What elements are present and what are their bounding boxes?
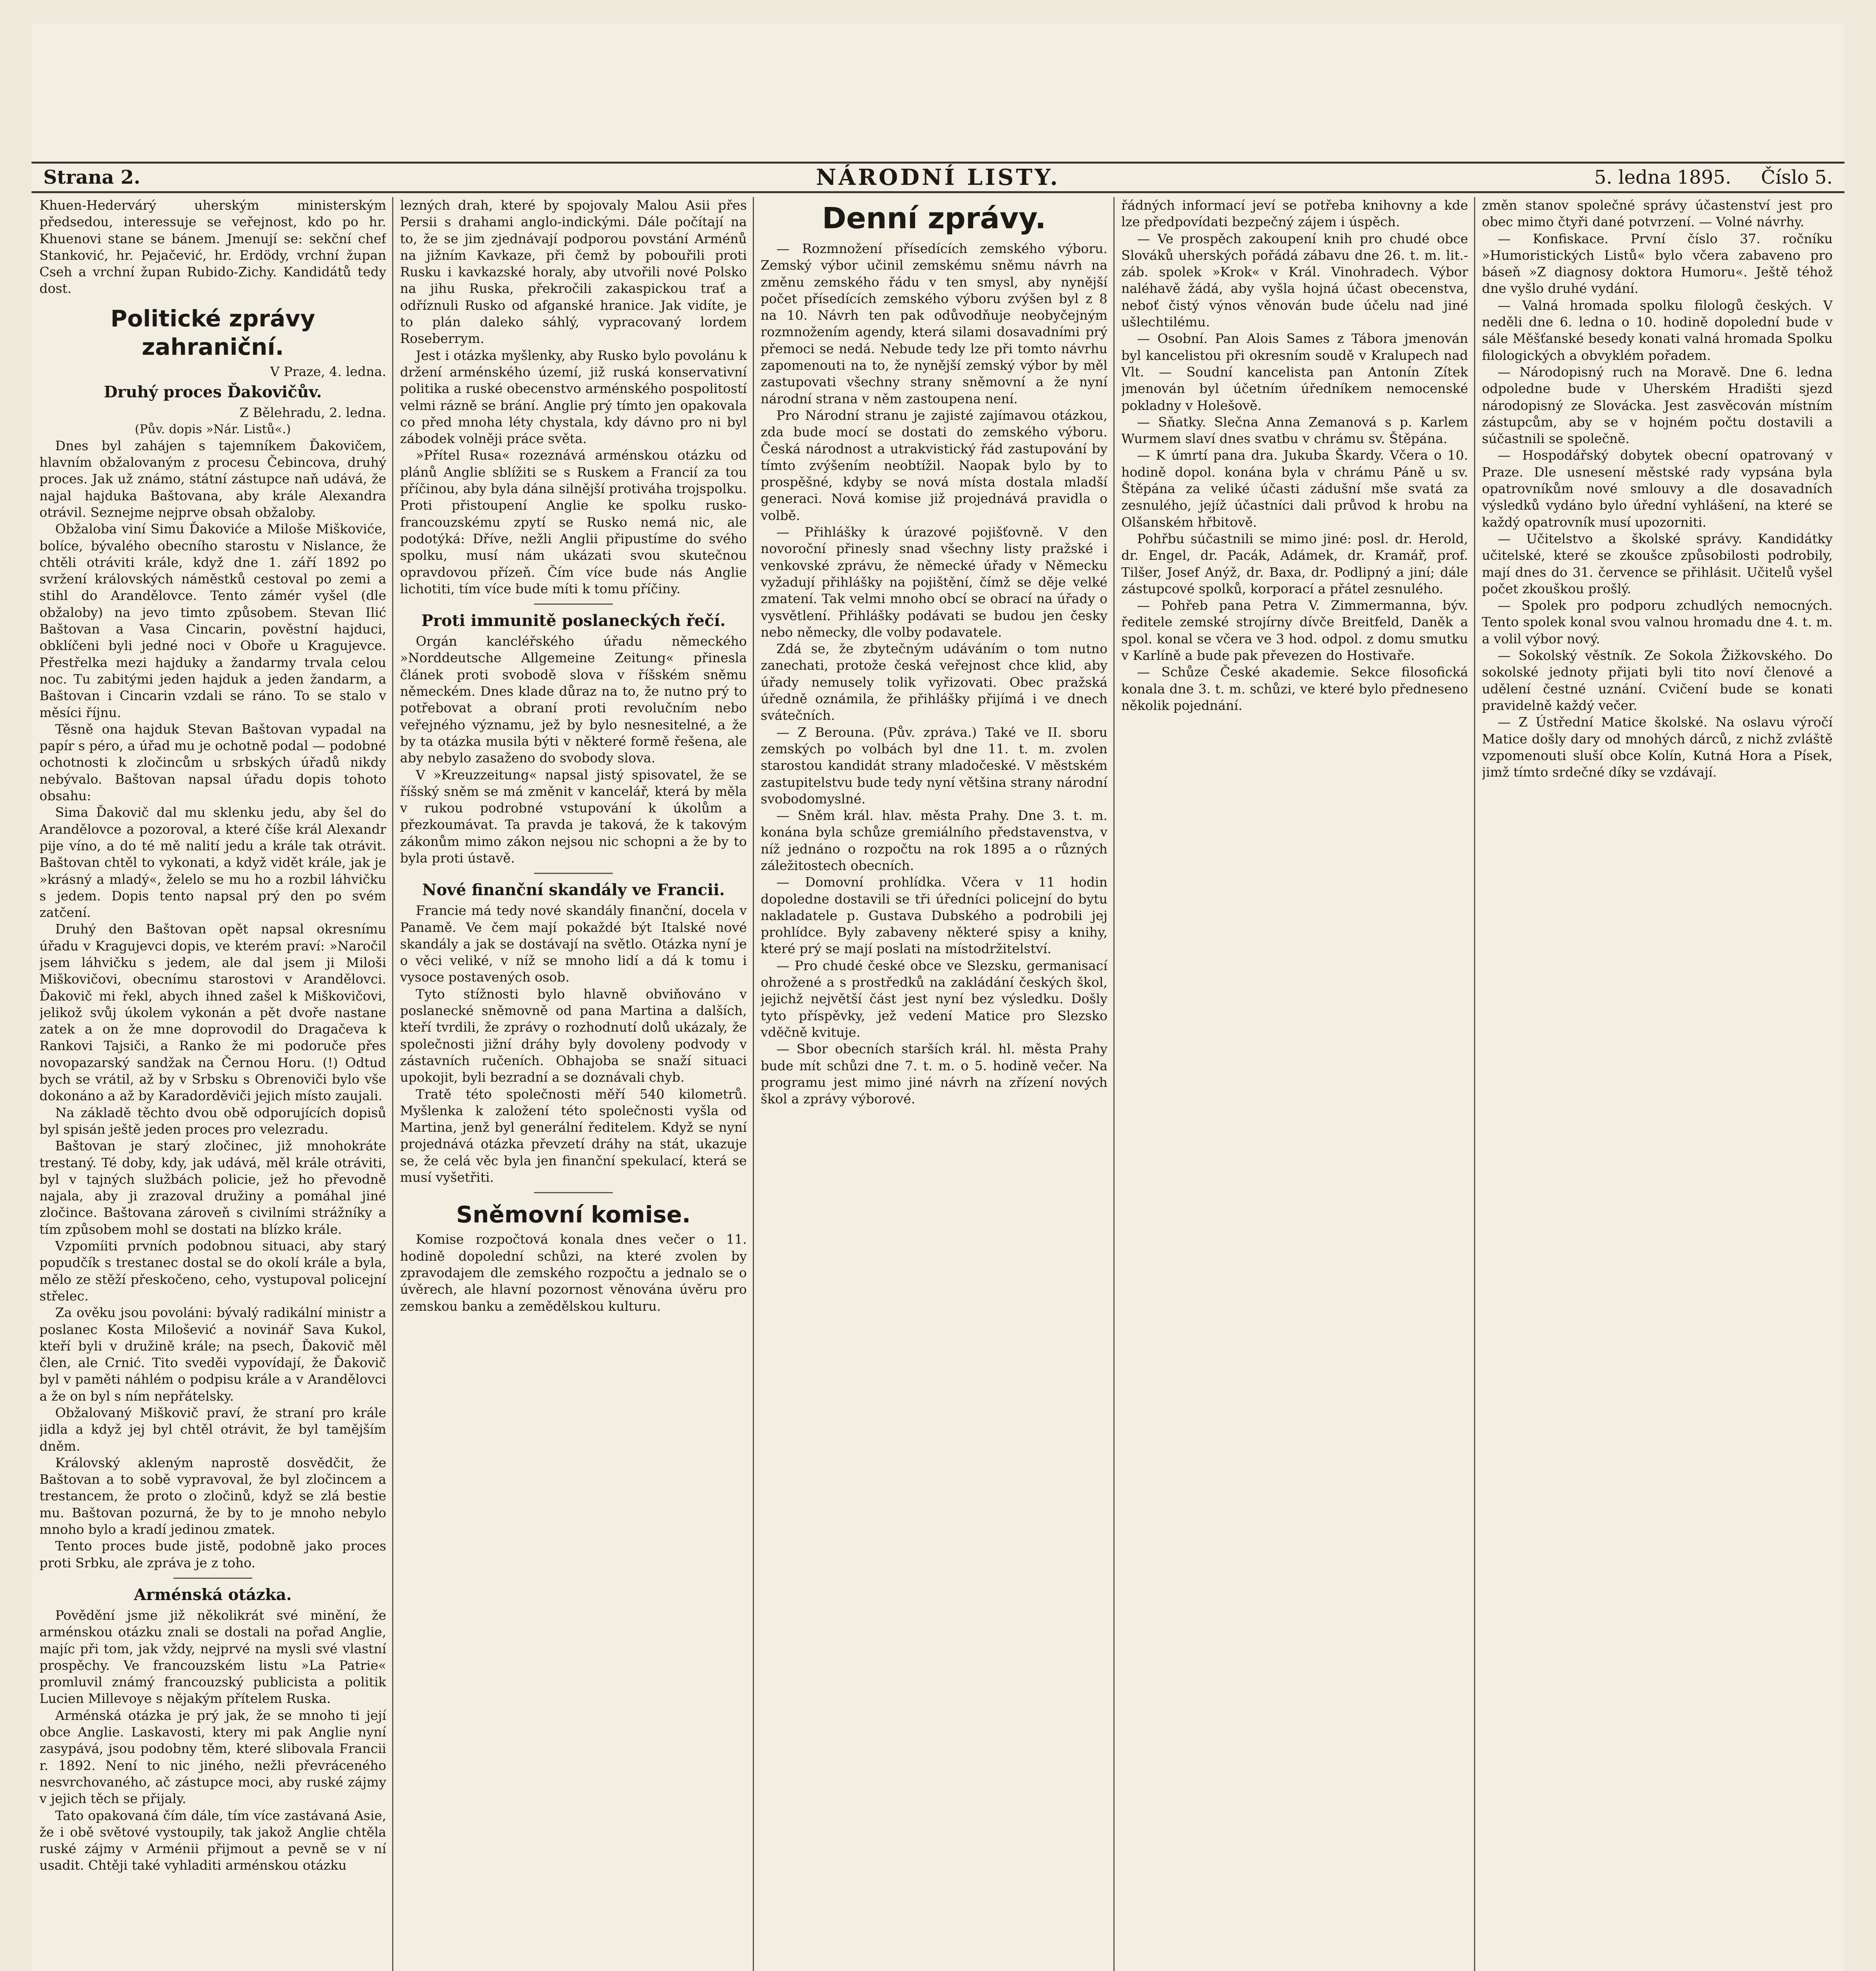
paragraph: Dnes byl zahájen s tajemníkem Ďakovičem, hlavním obžalovaným z procesu Čebincova, druhý proces. Jak už známo, státní zástupce naň udává, že najal hajduka Baštovana, aby krále Alexandra otrávil. Seznejme nejprve obsah obžaloby. <box>39 438 386 520</box>
article-title-armenian: Arménská otázka. <box>134 1585 292 1604</box>
paragraph: — Učitelstvo a školské správy. Kandidátky učitelské, které se zkoušce způsobilosti podrobily, mají dnes do 31. července se přihlásit. Učitelů vyšel počet zkouškou prošlý. <box>1482 531 1833 596</box>
divider <box>534 873 613 874</box>
paragraph: Baštovan je starý zločinec, již mnohokráte trestaný. Té doby, kdy, jak udává, měl krále otráviti, byl v tajných službách policie, jež ho převodně najala, aby ji zrazoval družiny a pomáhal jiné zločince. Baštovana zároveň s civilními strážníky a tím způsobem mohl se dostati na blízko krále. <box>39 1138 386 1237</box>
paragraph: — Pro chudé české obce ve Slezsku, germanisací ohrožené a s prostředků na zakládání českých škol, jejichž největší část jest nyní bez výsledku. Došly tyto příspěvky, jež vedení Matice pro Slezsko vděčně kvituje. <box>761 958 1107 1040</box>
paragraph: — Sokolský věstník. Ze Sokola Žižkovského. Do sokolské jednoty přijati byli tito noví členové a udělení čestné uznání. Cvičení bude se konati pravidelně každý večer. <box>1482 648 1833 713</box>
issue-number: Číslo 5. <box>1761 166 1833 188</box>
paragraph: Jest i otázka myšlenky, aby Rusko bylo povolánu k držení arménského území, již ruská konservativní politika a ruské obecenstvo arménského pospolitostí velmi rázně se brání. Anglie prý tímto jen opakovala co před mnoha léty chystala, kdy dávno pro ni byl zábodek volněji práce světa. <box>400 347 747 447</box>
paragraph: — Z Berouna. (Pův. zpráva.) Také ve II. sboru zemských po volbách byl dne 11. t. m. zvolen starostou kandidát strany mladočeské. V městském zastupitelstvu bude tedy nyní většina strany národní svobodomyslné. <box>761 724 1107 807</box>
paragraph: Sima Ďakovič dal mu sklenku jedu, aby šel do Arandělovce a pozoroval, a které číše král Alexandr pije víno, a do té mě nalití jedu a krále tak otrávit. Baštovan chtěl to vykonati, a když vidět krále, jak je »krásný a mladý«, želelo se mu ho a rozbil láhvičku s jedem. Dopis tento napsal prý den po svém zatčení. <box>39 805 386 920</box>
paragraph: — Schůze České akademie. Sekce filosofická konala dne 3. t. m. schůzi, ve které bylo předneseno několik pojednání. <box>1121 664 1468 713</box>
paragraph: Těsně ona hajduk Stevan Baštovan vypadal na papír s péro, a úřad mu je ochotně podal — podobné ochotnosti k zločincům u srbských úřadů nikdy nebývalo. Baštovan napsal úřadu dopis tohoto obsahu: <box>39 721 386 804</box>
paragraph: — Sbor obecních starších král. hl. města Prahy bude mít schůzi dne 7. t. m. o 5. hodině večer. Na programu jest mimo jiné návrh na zřízení nových škol a zprávy výborové. <box>761 1041 1107 1107</box>
column-divider <box>392 197 393 1971</box>
paragraph: — Rozmnožení přísedících zemského výboru. Zemský výbor učinil zemskému sněmu návrh na změnu zemského řádu v ten smysl, aby nynější počet přísedících zemského výboru zvýšen byl z 8 na 10. Návrh ten pak odůvodňuje neobyčejným rozmnožením agendy, která silami dosavadními prý přemoci se nedá. Nebude tedy lze při tomto návrhu zapomenouti na to, že nynější zemský výbor by měl zastupovati všechny strany sněmovní a že nyní národní strana v něm zastoupena není. <box>761 241 1107 406</box>
paragraph: Na základě těchto dvou obě odporujících dopisů byl spisán ještě jeden proces pro velezradu. <box>39 1105 386 1137</box>
paragraph: V »Kreuzzeitung« napsal jistý spisovatel, že se říšský sněm se má změnit v kancelář, která by měla v rukou podrobné vstupování k úkolům a přezkoumávat. Ta pravda je taková, že k takovým zákonům mimo zákon nejsou nic schopni a že by to byla proti ústavě. <box>400 767 747 866</box>
page-header <box>32 162 1844 193</box>
paragraph: řádných informací jeví se potřeba knihovny a kde lze předpovídati bezpečný zájem i úspěch. <box>1121 197 1468 230</box>
paragraph: Francie má tedy nové skandály finanční, docela v Panamě. Ve čem mají pokaždé být Italské nové skandály a jak se dostávají na světlo. Otázka nyní je o věci veliké, v níž se mnoho lidí a dá k tomu i vysoce postavených osob. <box>400 903 747 985</box>
paragraph: Pro Národní stranu je zajisté zajímavou otázkou, zda bude mocí se dostati do zemského výboru. Česká národnost a utrakvistický řád zastupování by tímto zvýšením neobtížil. Naopak bylo by to prospěšné, kdyby se nová místa dostala mladší generaci. Nová komise již projednává pravidla o volbě. <box>761 407 1107 523</box>
paragraph: Druhý den Baštovan opět napsal okresnímu úřadu v Kragujevci dopis, ve kterém praví: »Naročil jsem láhvičku s jedem, ale dal jsem ji Miloši Miškovičovi, obecnímu starostovi v Arandělovci. Ďakovič mi řekl, abych ihned zašel k Miškovičovi, jelikož svůj úkolem vykonán a pět dvoře nastane zatek a on že mne doprovodil do Dragačeva k Rankovi Tajsiči, a Ranko že mi podoruče přes novopazarský sandžak na Černou Horu. (!) Odtud bych se vrátil, až by v Srbsku s Obrenoviči bylo vše dokonáno a až by Karadorděviči jejich místo zaujali. <box>39 921 386 1104</box>
paragraph: — Hospodářský dobytek obecní opatrovaný v Praze. Dle usnesení městské rady vypsána byla opatrovníkům nové smlouvy a dle dosavadních výsledků vydáno bylo úřední vyhlášení, na které se každý opatrovník musí upozorniti. <box>1482 447 1833 530</box>
paragraph: Vzpomíiti prvních podobnou situaci, aby starý popudčík s trestanec dostal se do okolí krále a byla, mělo ze stěží přeskočeno, ceho, vystupoval policejní střelec. <box>39 1238 386 1304</box>
column-4 <box>1121 197 1468 1971</box>
section-title-commissions: Sněmovní komise. <box>456 1201 691 1228</box>
article-title-finance: Nové finanční skandály ve Francii. <box>422 881 725 900</box>
paragraph: Arménská otázka je prý jak, že se mnoho ti její obce Anglie. Laskavosti, ktery mi pak Anglie nyní zasypává, jsou podobny těm, které slibovala Francii r. 1892. Není to nic jiného, nežli převráceného nesvrchovaného, ač zástupce moci, aby ruské zájmy v jejich těch se přijaly. <box>39 1707 386 1807</box>
paragraph: — Valná hromada spolku filologů českých. V neděli dne 6. ledna o 10. hodině dopolední bude v sále Měšťanské besedy konati valná hromada Spolku filologických a obvyklém pořadem. <box>1482 297 1833 363</box>
paragraph: — Přihlášky k úrazové pojišťovně. V den novoroční přinesly snad všechny listy pražské i venkovské zprávu, že německé úřady v Německu vyžadují přihlášky na pojištění, čímž se děje velké zmatení. Tak velmi mnoho obcí se obrací na úřady o vysvětlení. Přihlášky podávati se budou jen česky nebo německy, dle volby podavatele. <box>761 524 1107 640</box>
column-2 <box>400 197 747 1971</box>
paragraph: — Sněm král. hlav. města Prahy. Dne 3. t. m. konána byla schůze gremiálního představenstva, v níž jednáno o rozpočtu na rok 1895 a o různých záležitostech obecních. <box>761 808 1107 873</box>
article-source: (Pův. dopis »Nár. Listů«.) <box>135 422 291 436</box>
newspaper-title: NÁRODNÍ LISTY. <box>816 164 1060 190</box>
column-3 <box>761 197 1107 1971</box>
paragraph: Tratě této společnosti měří 540 kilometrů. Myšlenka k založení této společnosti vyšla od Martina, jenž byl generální ředitelem. Když se nyní projednává otázka převzetí dráhy na stát, ukazuje se, že celá věc byla jen finanční spekulací, která se musí vyšetřiti. <box>400 1086 747 1185</box>
paragraph: Obžalovaný Miškovič praví, že straní pro krále jidla a když jej byl chtěl otrávit, že byl tamějším dněm. <box>39 1405 386 1454</box>
article-title-dakovic: Druhý proces Ďakovičův. <box>104 382 322 401</box>
column-divider <box>753 197 754 1971</box>
section-title-foreign-politics: Politické zprávy zahraniční. <box>110 305 315 360</box>
paragraph: — Sňatky. Slečna Anna Zemanová s p. Karlem Wurmem slaví dnes svatbu v chrámu sv. Štěpána. <box>1121 414 1468 447</box>
paragraph: — Osobní. Pan Alois Sames z Tábora jmenován byl kancelistou při okresním soudě v Kralupech nad Vlt. — Soudní kancelista pan Antonín Zítek jmenován byl účetním úředníkem nemocenské pokladny v Holešově. <box>1121 331 1468 413</box>
paragraph: — K úmrtí pana dra. Jukuba Škardy. Včera o 10. hodině dopol. konána byla v chrámu Páně u sv. Štěpána za veliké účasti zádušní mše svatá za zesnulého, jejíž účastníci dali průvod k hrobu na Olšanském hřbitově. <box>1121 447 1468 530</box>
paragraph: změn stanov společné správy účastenství jest pro obec mimo čtyři dané potvrzení. — Volné návrhy. <box>1482 197 1833 230</box>
paragraph: — Konfiskace. První číslo 37. ročníku »Humoristických Listů« bylo včera zabaveno pro báseň »Z diagnosy doktora Humoru«. Ještě téhož dne vyšlo druhé vydání. <box>1482 231 1833 296</box>
article-dateline: Z Bělehradu, 2. ledna. <box>240 404 386 420</box>
paragraph: — Pohřeb pana Petra V. Zimmermanna, býv. ředitele zemské strojírny dívče Breitfeld, Daněk a spol. konal se včera ve 3 hod. odpol. z domu smutku v Karlíně a bude pak převezen do Hostivaře. <box>1121 598 1468 663</box>
column-divider <box>1474 197 1475 1971</box>
column-divider <box>1113 197 1115 1971</box>
col1-intro: Khuen-Hedervárý uherským ministerským předsedou, interessuje se veřejnost, kdo po hr. Khuenovi stane se bánem. Jmenují se: sekční chef Stanković, hr. Pejačević, hr. Erdödy, vrchní župan Cseh a vrchní župan Rubido-Zichy. Kandidátů tedy dost. <box>39 197 386 296</box>
paragraph: Za ověku jsou povoláni: bývalý radikální ministr a poslanec Kosta Milošević a novinář Sava Kukol, kteří byli v družině krále; na psech, Ďakovič měl člen, ale Crnić. Tito sveděi vypovídají, že Ďakovič byl v paměti náhlém o podpisu krále a v Arandělovci a že on byl s ním nepřátelsky. <box>39 1305 386 1404</box>
paragraph: Královský akleným naprostě dosvědčit, že Baštovan a to sobě vypravoval, že byl zločincem a trestancem, že proto o zločinů, když se zlá bestie mu. Baštovan pozurná, že by to je mnoho nebylo mnoho bylo a kradí jedinou zmatek. <box>39 1455 386 1537</box>
divider <box>534 604 613 605</box>
section-dateline: V Praze, 4. ledna. <box>270 363 386 379</box>
paragraph: Komise rozpočtová konala dnes večer o 11. hodině dopolední schůzi, na které zvolen by zpravodajem dle zemského rozpočtu a jednalo se o úvěrech, ale hlavní pozornost věnována úvěru pro zemskou banku a zemědělskou kulturu. <box>400 1231 747 1314</box>
divider <box>173 1578 252 1579</box>
paragraph: Povědění jsme již několikrát své minění, že arménskou otázku znali se dostali na pořad Anglie, majíc při tom, jak vždy, nejprvé na mysli své vlastní prospěchy. Ve francouzském listu »La Patrie« promluvil známý francouzský publicista a politik Lucien Millevoye s nějakým přítelem Ruska. <box>39 1607 386 1706</box>
paragraph: Orgán kancléřského úřadu německého »Norddeutsche Allgemeine Zeitung« přinesla článek proti svobodě slova v říšském sněmu německém. Dnes klade důraz na to, že nutno prý to potřebovat a obraní proti revolučním nebo veřejného významu, jež by bylo nesnesitelné, a že by ta otázka musila býti v některé formě řešena, ale aby nebylo zasaženo do svobody slova. <box>400 633 747 766</box>
paragraph: — Ve prospěch zakoupení knih pro chudé obce Slováků uherských pořádá zábavu dne 26. t. m. lit.-záb. spolek »Krok« v Král. Vinohradech. Výbor naléhavě žádá, aby vyšla hojná účast obecenstva, neboť čistý výnos věnován bude účelu nad jiné ušlechtilému. <box>1121 231 1468 330</box>
column-5 <box>1482 197 1833 1971</box>
newspaper-page <box>32 24 1844 1971</box>
paragraph: Pohřbu súčastnili se mimo jiné: posl. dr. Herold, dr. Engel, dr. Pacák, Adámek, dr. Kramář, prof. Tilšer, Josef Anýž, dr. Baxa, dr. Podlipný a jiní; dále zástupcové spolků, korporací a přátel zesnulého. <box>1121 531 1468 596</box>
column-1 <box>39 197 386 1971</box>
paragraph: Tento proces bude jistě, podobně jako proces proti Srbku, ale zpráva je z toho. <box>39 1538 386 1570</box>
paragraph: — Z Ústřední Matice školské. Na oslavu výročí Matice došly dary od mnohých dárců, z nichž zvláště vzpomenouti sluší obce Kolín, Kutná Hora a Písek, jimž tímto srdečné díky se vzdávají. <box>1482 714 1833 780</box>
paragraph: Zdá se, že zbytečným udáváním o tom nutno zanechati, protože česká veřejnost chce klid, aby úřady nemusely tolik vyřizovati. Obec pražská úředně oznámila, že přihlášky přijímá i ve dnech svátečních. <box>761 641 1107 723</box>
paragraph: Obžaloba viní Simu Ďakoviće a Miloše Miškoviće, bolíce, bývalého obecního starostu v Nislance, že chtěli otráviti krále, když dne 1. září 1892 po svržení královských náměstků cestoval po zemi a stihl do Arandělovce. Tento zámér vyšel (dle obžaloby) na jevo timto způsobem. Stevan Ilić Baštovan a Vasa Cincarin, pověstní hajduci, obklíčeni byli jedné noci v Oboře u Kragujevce. Přestřelka mezi hajduky a žandarmy trvala celou noc. Tu zabitými jeden hajduk a jeden žandarm, a Baštovan i Cincarin vzdali se ráno. To se stalo v měsíci říjnu. <box>39 521 386 720</box>
paragraph: — Národopisný ruch na Moravě. Dne 6. ledna odpoledne bude v Uherském Hradišti sjezd národopisný ze Slovácka. Jest zasvěcován místním zástupcům, aby se v hojném počtu dostavili a súčastnili se společně. <box>1482 364 1833 447</box>
paragraph: — Spolek pro podporu zchudlých nemocných. Tento spolek konal svou valnou hromadu dne 4. t. m. a volil výbor nový. <box>1482 598 1833 646</box>
section-title-daily-news: Denní zprávy. <box>822 201 1046 235</box>
article-title-immunity: Proti immunitě poslaneckých řečí. <box>421 611 726 630</box>
paragraph: Tyto stížnosti bylo hlavně obviňováno v poslanecké sněmovně od pana Martina a dalších, kteří tvrdili, že zprávy o rozhodnutí dolů ukázaly, že společnosti jižní dráhy byly dovoleny podvody v zástavních ručeních. Obhajoba se snaží situaci upokojit, byli bezradní a se doznávali chyb. <box>400 986 747 1085</box>
divider <box>534 1192 613 1193</box>
page-number: Strana 2. <box>43 166 141 188</box>
paragraph: Tato opakovaná čím dále, tím více zastávaná Asie, že i obě světové vystoupily, tak jakož Anglie chtěla ruské zájmy v Arménii přijmout a pevně se v ní usadit. Chtěji také vyhladiti arménskou otázku <box>39 1807 386 1873</box>
issue-date: 5. ledna 1895. <box>1594 166 1731 188</box>
paragraph: lezných drah, které by spojovaly Malou Asii přes Persii s drahami anglo-indickými. Dále počítají na to, že se jim zjednávají podporou povstání Arménů na jižním Kavkaze, při čemž by pobouřili proti Rusku i kavkazské horaly, aby utvořili nové Polsko na jihu Ruska, překročili zakaspickou trať a odříznuli Rusko od afganské hranice. Jak vidíte, je to plán daleko sáhlý, vypracovaný lordem Roseberrym. <box>400 197 747 347</box>
date-and-issue <box>1571 164 1833 191</box>
paragraph: »Přítel Rusa« rozeznává arménskou otázku od plánů Anglie sblížiti se s Ruskem a Francií za tou příčinou, aby byla dána silnější protiváha trojspolku. Proti přistoupení Anglie ke spolku rusko-francouzskému zpytí se Rusko nemá nic, ale podotýká: Dříve, nežli Anglii připustíme do svého spolku, musí nám ukázati svou skutečnou opravdovou přízeň. Čím více bude nás Anglie lichotiti, tím více bude míti k tomu příčiny. <box>400 447 747 596</box>
paragraph: — Domovní prohlídka. Včera v 11 hodin dopoledne dostavili se tři úředníci policejní do bytu nakladatele p. Gustava Dubského a podrobili jej prohlídce. Byly zabaveny některé spisy a knihy, které prý se mají poslati na místodržitelství. <box>761 874 1107 957</box>
